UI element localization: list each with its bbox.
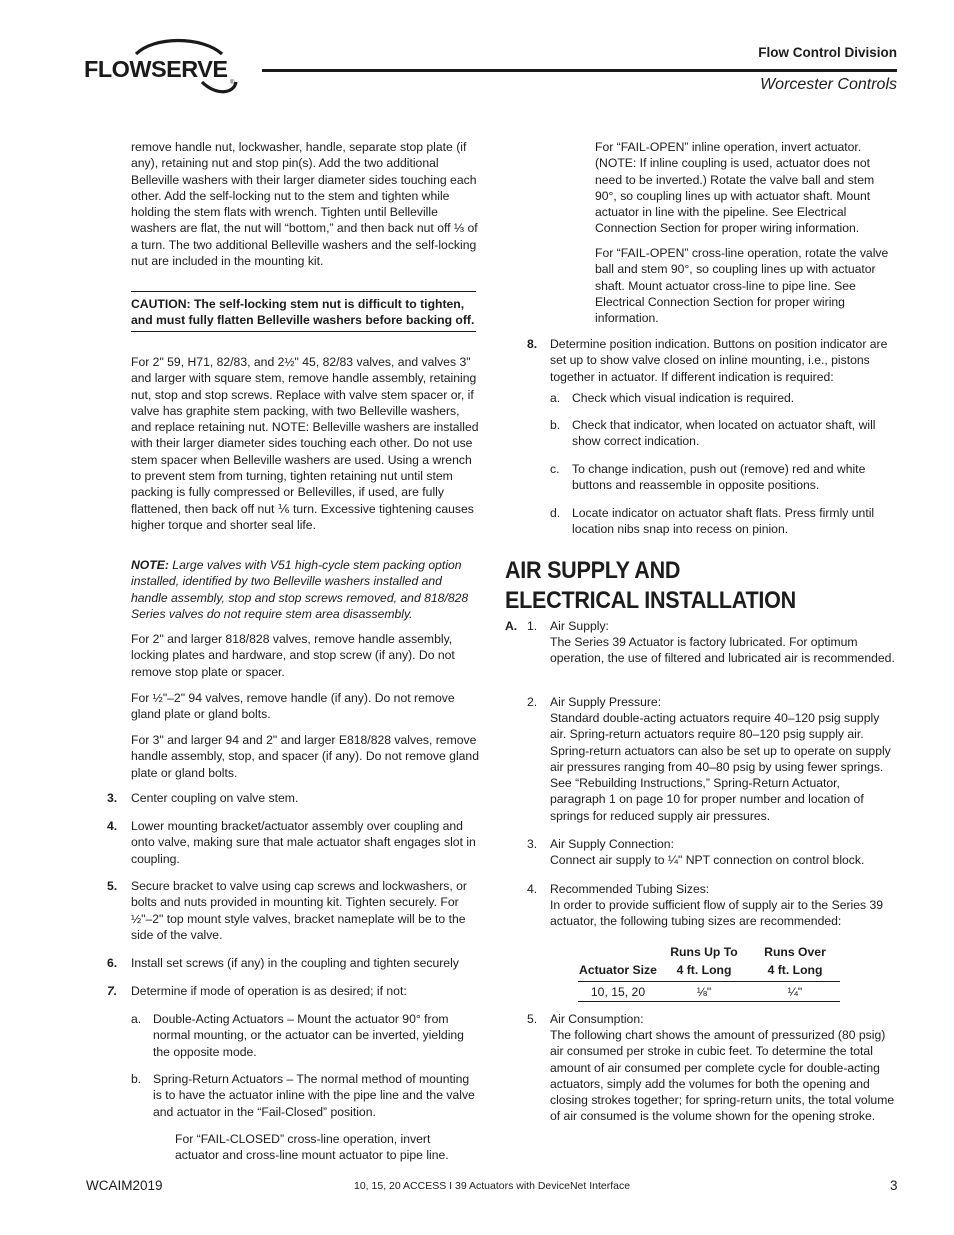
section-heading xyxy=(505,556,892,616)
cell-runs-up-to: ⅛" xyxy=(696,985,712,999)
step-8c-label: c. xyxy=(550,462,560,476)
fail-closed-paragraph: For “FAIL-CLOSED” cross-line operation, invert actuator and cross-line mount actuator to pipe line. xyxy=(175,1132,449,1163)
step-8c-text: To change indication, push out (remove) red and white buttons and reassemble in opposite positions. xyxy=(572,462,866,493)
item-4-title: Recommended Tubing Sizes: xyxy=(550,882,710,896)
item-2-number: 2. xyxy=(527,695,538,709)
step-8d-label: d. xyxy=(550,506,561,520)
paragraph-94-valves: For ½"–2" 94 valves, remove handle (if any). Do not remove gland plate or gland bolts. xyxy=(131,691,455,722)
paragraph-818-828: For 2" and larger 818/828 valves, remove handle assembly, locking plates and hardware, and stop screw (if any). Do not remove stop plate or spacer. xyxy=(131,632,455,679)
subdivision-title: Worcester Controls xyxy=(760,76,897,93)
item-5-title: Air Consumption: xyxy=(550,1012,644,1026)
note-label: NOTE: xyxy=(131,558,169,572)
item-5-text: The following chart shows the amount of pressurized (80 psig) air consumed per stroke in cubic feet. To determine the total amount of air consumed per complete cycle for double-acting actuators, simply add the volumes for both the opening and closing strokes together; for spring-return units, the total volume of air consumed is the volume shown for the opening stroke. xyxy=(550,1028,895,1124)
item-5-number: 5. xyxy=(527,1012,538,1026)
step-8-text: Determine position indication. Buttons on position indicator are set up to show valve closed on inline mounting, i.e., pistons together in actuator. If different indication is required: xyxy=(550,337,888,384)
step-3-text: Center coupling on valve stem. xyxy=(131,791,299,805)
item-a-label: A. xyxy=(505,619,518,633)
paragraph-e818: For 3" and larger 94 and 2" and larger E818/828 valves, remove handle assembly, stop, and spacer (if any). Do not remove gland plate or gland bolts. xyxy=(131,733,479,780)
step-5-number: 5. xyxy=(107,879,118,893)
page-number: 3 xyxy=(890,1178,898,1193)
caution-box: CAUTION: The self-locking stem nut is difficult to tighten, and must fully flatten Belleville washers before backing off. xyxy=(131,291,476,332)
header-rule xyxy=(262,69,897,72)
section-heading-line-1: AIR SUPPLY AND xyxy=(505,557,681,584)
paragraph-square-stem: For 2" 59, H71, 82/83, and 2½" 45, 82/83 valves, and valves 3" and larger with square stem, remove handle assembly, retaining nut, stop and stop screws. Replace with valve stem spacer or, if valve has graphite stem packing, with two Belleville washers, and replace retaining nut. NOTE: Belleville washers are installed with their larger diameter sides touching each other. Do not use stem spacer when Belleville washers are used. Using a wrench to prevent stem from turning, tighten retaining nut until stem packing is fully compressed or Bellevilles, if used, are fully flattened, then back off nut ⅙ turn. Excessive tightening causes higher torque and shorter seal life. xyxy=(131,355,479,532)
paragraph-stop-plate: remove handle nut, lockwasher, handle, separate stop plate (if any), retaining nut and stop pin(s). Add the two additional Belleville washers with their larger diameter sides touching each other. Add the self-locking nut to the stem and tighten while holding the stem flats with wrench. Tighten until Belleville washers are flat, the nut will “bottom,” and then back nut off ⅓ of a turn. The two additional Belleville washers and the self-locking nut are included in the mounting kit. xyxy=(131,140,478,269)
fail-open-crossline-paragraph: For “FAIL-OPEN” cross-line operation, rotate the valve ball and stem 90°, so coupling lines up with actuator shaft. Mount actuator cross-line to pipe line. See Electrical Connection Section for proper wiring information. xyxy=(595,246,889,326)
step-7a-text: Double-Acting Actuators – Mount the actuator 90° from normal mounting, or the actuator can be inverted, yielding the opposite mode. xyxy=(153,1012,464,1059)
step-7-number: 7. xyxy=(107,984,118,998)
step-7-text: Determine if mode of operation is as desired; if not: xyxy=(131,984,407,998)
item-2-title: Air Supply Pressure: xyxy=(550,695,662,709)
col-runs-up-to-line-1: Runs Up To xyxy=(670,945,738,959)
step-4-number: 4. xyxy=(107,819,118,833)
step-4-text: Lower mounting bracket/actuator assembly over coupling and onto valve, making sure that male actuator shaft engages slot in coupling. xyxy=(131,819,476,866)
col-runs-up-to-line-2: 4 ft. Long xyxy=(676,963,732,977)
item-4-text: In order to provide sufficient flow of supply air to the Series 39 actuator, the following tubing sizes are recommended: xyxy=(550,898,884,929)
item-4-number: 4. xyxy=(527,882,538,896)
item-3-title: Air Supply Connection: xyxy=(550,837,674,851)
col-actuator-size: Actuator Size xyxy=(579,963,657,977)
footer-title: 10, 15, 20 ACCESS I 39 Actuators with DeviceNet Interface xyxy=(354,1180,631,1192)
item-3-number: 3. xyxy=(527,837,538,851)
item-3-text: Connect air supply to ¼" NPT connection on control block. xyxy=(550,853,865,867)
step-7b-text: Spring-Return Actuators – The normal method of mounting is to have the actuator inline with the pipe line and the valve and actuator in the “Fail-Closed” position. xyxy=(153,1072,475,1119)
step-8b-label: b. xyxy=(550,418,561,432)
item-1-number: 1. xyxy=(527,619,538,633)
item-1-title: Air Supply: xyxy=(550,619,609,633)
step-7a-label: a. xyxy=(131,1012,142,1026)
step-7b-label: b. xyxy=(131,1072,142,1086)
col-runs-over xyxy=(750,943,840,982)
table-row xyxy=(578,982,840,1002)
item-2-text: Standard double-acting actuators require 40–120 psig supply air. Spring-return actuators require 80–120 psig supply air. Spring-return actuators can also be set up to operate on supply air pressures ranging from 40–80 psig by using fewer springs. See “Rebuilding Instructions,” Spring-Return Actuator, paragraph 1 on page 10 for proper number and location of springs for reduced supply air pressures. xyxy=(550,711,891,823)
footer-doc-id: WCAIM2019 xyxy=(86,1178,163,1193)
step-8-number: 8. xyxy=(527,337,538,351)
registered-mark: ® xyxy=(230,80,235,86)
note-text: Large valves with V51 high-cycle stem packing option installed, identified by two Belleville washers installed and handle assembly, stop and stop screws removed, and 818/828 Series valves do not require stem area disassembly. xyxy=(131,558,469,621)
col-runs-over-line-1: Runs Over xyxy=(764,945,826,959)
item-1-text: The Series 39 Actuator is factory lubricated. For optimum operation, the use of filtered and lubricated air is recommended. xyxy=(550,635,895,666)
step-8b-text: Check that indicator, when located on actuator shaft, will show correct indication. xyxy=(572,418,876,449)
col-runs-over-line-2: 4 ft. Long xyxy=(767,963,823,977)
section-heading-line-2: ELECTRICAL INSTALLATION xyxy=(505,587,796,614)
step-8d-text: Locate indicator on actuator shaft flats. Press firmly until location nibs snap into recess on pinion. xyxy=(572,506,875,537)
step-6-text: Install set screws (if any) in the coupling and tighten securely xyxy=(131,956,459,970)
division-title: Flow Control Division xyxy=(758,45,897,60)
brand-wordmark: FLOWSERVE xyxy=(84,56,228,82)
fail-open-inline-paragraph: For “FAIL-OPEN” inline operation, invert actuator. (NOTE: If inline coupling is used, actuator does not need to be inverted.) Rotate the valve ball and stem 90°, so coupling lines up with actuator shaft. Mount actuator in line with the pipeline. See Electrical Connection Section for proper wiring information. xyxy=(595,140,875,236)
step-3-number: 3. xyxy=(107,791,118,805)
step-8a-text: Check which visual indication is required. xyxy=(572,391,795,405)
step-8a-label: a. xyxy=(550,391,561,405)
tubing-size-table xyxy=(578,943,840,1002)
step-5-text: Secure bracket to valve using cap screws and lockwashers, or bolts and nuts provided in mounting kit. Tighten securely. For ½"–2" top mount style valves, bracket nameplate will be to the side of the valve. xyxy=(131,879,467,942)
cell-actuator-size: 10, 15, 20 xyxy=(590,985,646,999)
note-paragraph xyxy=(131,557,479,622)
step-6-number: 6. xyxy=(107,956,118,970)
col-runs-up-to xyxy=(658,943,750,982)
table-header-row xyxy=(578,943,840,982)
cell-runs-over: ¼" xyxy=(787,985,803,999)
